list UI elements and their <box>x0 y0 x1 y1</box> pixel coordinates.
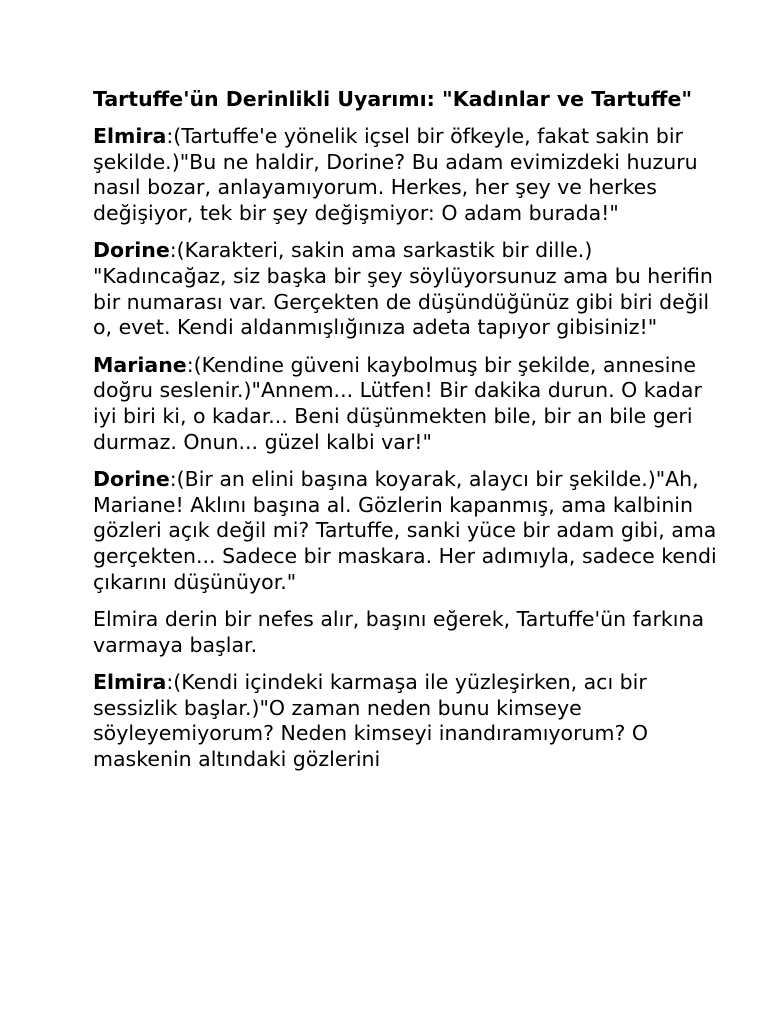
dialogue-text: :(Kendine güveni kaybolmuş bir şekilde, annesine doğru seslenir.)"Annem... Lütfen! Bir dakika durun. O kadar iyi biri ki, o kadar... Beni düşünmekten bile, bir an bile geri durmaz. Onun... güzel kalbi var!" <box>93 352 702 454</box>
speaker-name: Elmira <box>93 124 167 148</box>
dialogue-paragraph <box>93 670 723 772</box>
document-title: Tartuffe'ün Derinlikli Uyarımı: "Kadınlar ve Tartuffe" <box>93 87 693 111</box>
dialogue-paragraph <box>93 238 723 340</box>
dialogue-paragraph <box>93 467 723 595</box>
speaker-name: Dorine <box>93 467 170 492</box>
dialogue-paragraph <box>93 124 723 226</box>
dialogue-text: :(Kendi içindeki karmaşa ile yüzleşirken, acı bir sessizlik başlar.)"O zaman neden bunu kimseye söyleyemiyorum? Neden kimseyi inandıramıyorum? O maskenin altındaki gözlerini <box>93 670 648 772</box>
dialogue-text: :(Karakteri, sakin ama sarkastik bir dille.) "Kadıncağaz, siz başka bir şey söylüyorsunuz ama bu herifin bir numarası var. Gerçekten de düşündüğünüz gibi biri değil o, evet. Kendi aldanmışlığınıza adeta tapıyor gibisiniz!" <box>93 238 713 340</box>
speaker-name: Elmira <box>93 670 167 695</box>
speaker-name: Mariane <box>93 352 187 377</box>
document-page <box>93 86 723 785</box>
speaker-name: Dorine <box>93 238 170 263</box>
dialogue-paragraph <box>93 353 723 455</box>
dialogue-text: :(Tartuffe'e yönelik içsel bir öfkeyle, fakat sakin bir şekilde.)"Bu ne haldir, Dorine? Bu adam evimizdeki huzuru nasıl bozar, anlayamıyorum. Herkes, her şey ve herkes değişiyor, tek bir şey değişmiyor: O adam burada!" <box>93 124 698 225</box>
dialogue-text: :(Bir an elini başına koyarak, alaycı bir şekilde.)"Ah, Mariane! Aklını başına al. Gözlerin kapanmış, ama kalbinin gözleri açık değil mi? Tartuffe, sanki yüce bir adam gibi, ama gerçekten... Sadece bir maskara. Her adımıyla, sadece kendi çıkarını düşünüyor." <box>93 467 717 594</box>
narration-text: Elmira derin bir nefes alır, başını eğerek, Tartuffe'ün farkına varmaya başlar. <box>93 607 705 657</box>
narration-paragraph <box>93 607 723 658</box>
